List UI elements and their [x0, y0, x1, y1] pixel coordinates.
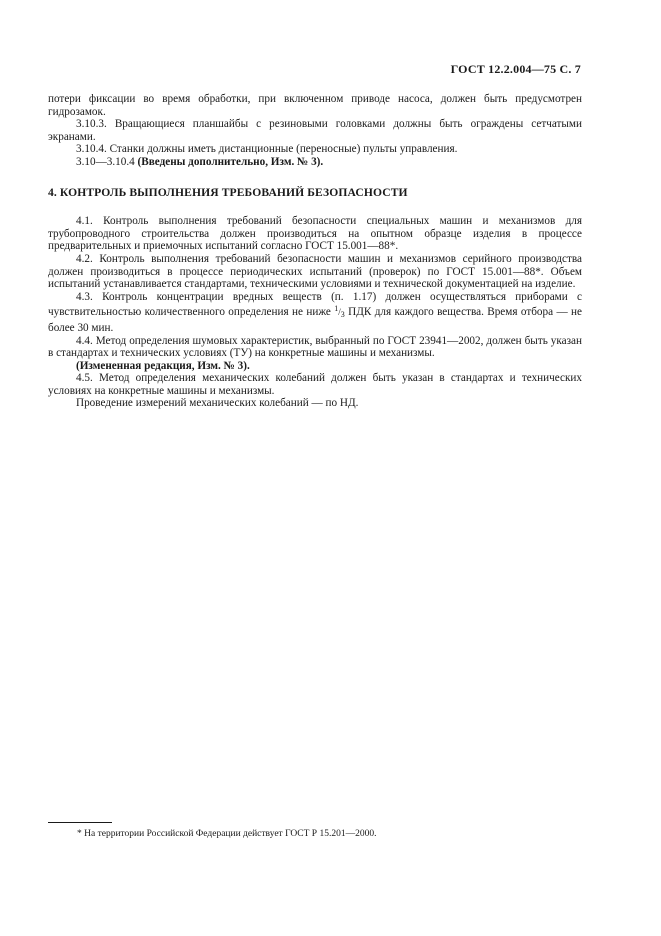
fraction-numerator: 1: [334, 304, 339, 314]
fraction-denominator: 3: [340, 310, 345, 320]
document-body: [48, 93, 582, 410]
fraction-slash: /: [338, 307, 341, 318]
section-title: 4. КОНТРОЛЬ ВЫПОЛНЕНИЯ ТРЕБОВАНИЙ БЕЗОПАСНОСТИ: [48, 185, 408, 199]
fraction-one-third: [334, 304, 345, 320]
paragraph-3-10-4: 3.10.4. Станки должны иметь дистанционные (переносные) пульты управления.: [76, 143, 458, 156]
paragraph-4-5: 4.5. Метод определения механических колебаний должен быть указан в стандартах и технических условиях на конкретные машины и механизмы.: [48, 372, 582, 397]
amendment-range: 3.10—3.10.4: [76, 155, 138, 168]
paragraph-continuation: потери фиксации во время обработки, при включенном приводе насоса, должен быть предусмотрен гидрозамок.: [48, 93, 582, 118]
paragraph-4-3-text-b: ПДК для каждого вещества. Время отбора — не более 30 мин.: [48, 306, 582, 334]
footnote-divider: [48, 822, 112, 823]
amendment-text: (Введены дополнительно, Изм. № 3).: [137, 155, 324, 168]
paragraph-4-4: 4.4. Метод определения шумовых характеристик, выбранный по ГОСТ 23941—2002, должен быть указан в стандартах и технических условиях (ТУ) на конкретные машины и механизмы.: [48, 334, 582, 360]
amendment-note-3-10: [48, 156, 582, 169]
paragraph-4-3: [48, 291, 582, 335]
paragraph-4-1: 4.1. Контроль выполнения требований безопасности специальных машин и механизмов для трубопроводного строительства должен производиться на опытном образце изделия в процессе предварительных и приемочных испытаний согласно ГОСТ 15.001—88*.: [48, 215, 582, 253]
footnote: * На территории Российской Федерации действует ГОСТ Р 15.201—2000.: [77, 829, 377, 839]
paragraph-3-10-3: 3.10.3. Вращающиеся планшайбы с резиновыми головками должны быть ограждены сетчатыми экранами.: [48, 118, 582, 143]
paragraph-4-3-text-a: 4.3. Контроль концентрации вредных веществ (п. 1.17) должен осуществляться приборами с чувствительностью количественного определения не ниже: [48, 290, 582, 319]
page-header: ГОСТ 12.2.004—75 С. 7: [450, 62, 581, 76]
paragraph-4-2: 4.2. Контроль выполнения требований безопасности машин и механизмов серийного производства должен производиться в процессе периодических испытаний (проверок) по ГОСТ 15.001—88*. Объем испытаний устанавливается стандартами, техническими условиями и технической документацией на изделие.: [48, 252, 582, 291]
amendment-note-4-4: (Измененная редакция, Изм. № 3).: [76, 359, 250, 372]
paragraph-measurements: Проведение измерений механических колебаний — по НД.: [76, 397, 359, 410]
